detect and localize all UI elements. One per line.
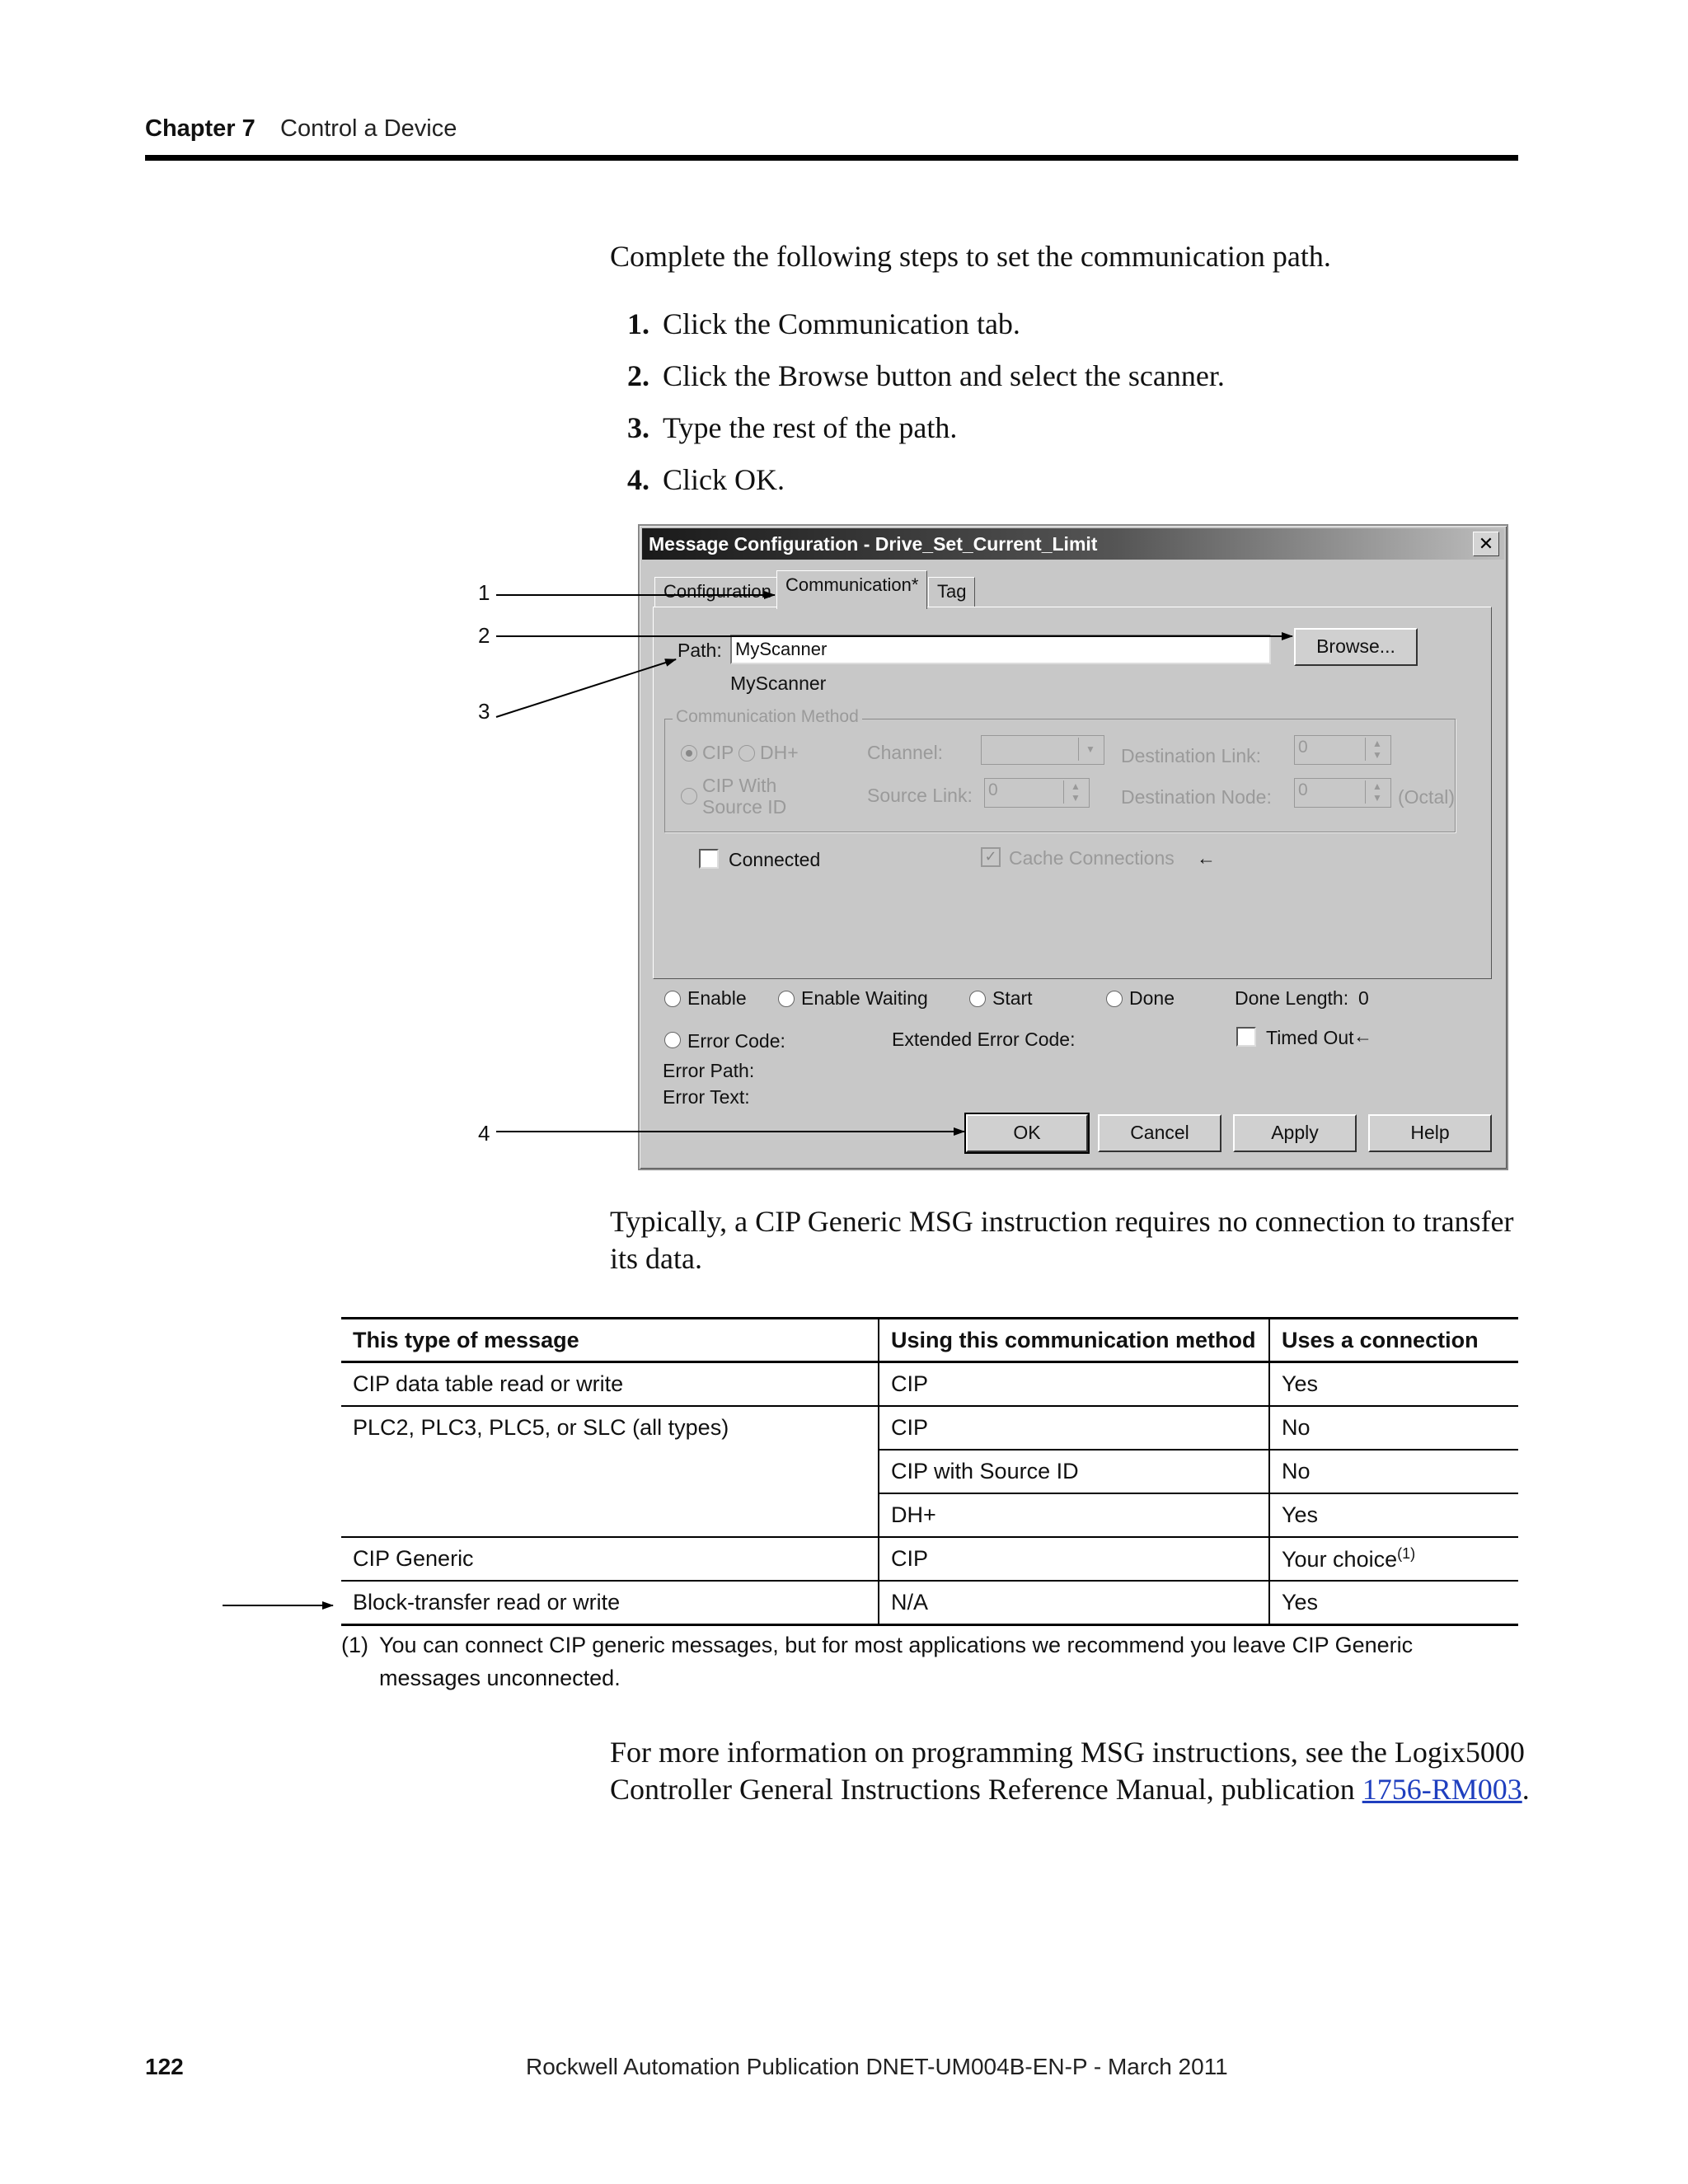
spinner-arrows-icon: ▲ ▼ — [1365, 738, 1389, 761]
table-cell — [1269, 1537, 1518, 1581]
table-cell: DH+ — [879, 1493, 1269, 1537]
step-number: 3. — [627, 411, 649, 444]
path-resolved-text: MyScanner — [730, 673, 827, 694]
destination-node-value: 0 — [1298, 780, 1308, 799]
table-cell: Block-transfer read or write — [341, 1581, 879, 1625]
table-cell: N/A — [879, 1581, 1269, 1625]
dialog-title: Message Configuration - Drive_Set_Current_Limit — [649, 533, 1098, 555]
dhplus-label: DH+ — [760, 742, 799, 763]
table-cell: Yes — [1269, 1493, 1518, 1537]
path-input[interactable]: MyScanner — [730, 635, 1271, 664]
connected-label: Connected — [729, 849, 821, 870]
cip-with-source-label-line2: Source ID — [702, 796, 787, 818]
communication-method-title: Communication Method — [673, 707, 862, 727]
more-info-text: For more information on programming MSG instructions, see the Logix5000 Controller General Instructions Reference Manual, publication — [610, 1736, 1525, 1806]
spinner-arrows-icon: ▲ ▼ — [1365, 780, 1389, 804]
destination-link-value: 0 — [1298, 738, 1308, 757]
footnote-ref: (1) — [1397, 1545, 1416, 1562]
table-cell: No — [1269, 1450, 1518, 1493]
table-cell: CIP Generic — [341, 1537, 879, 1581]
table-row — [341, 1406, 1518, 1450]
table-cell: No — [1269, 1406, 1518, 1450]
table-cell: Yes — [1269, 1581, 1518, 1625]
error-code-label: Error Code: — [687, 1030, 785, 1052]
cache-connections-label: Cache Connections — [1009, 847, 1175, 869]
enable-waiting-label: Enable Waiting — [801, 987, 928, 1009]
table-row — [341, 1362, 1518, 1407]
ok-button[interactable]: OK — [966, 1114, 1088, 1152]
source-link-value: 0 — [988, 780, 998, 799]
publication-link[interactable]: 1756-RM003 — [1362, 1773, 1522, 1806]
callout-number: 3 — [478, 699, 490, 724]
done-label: Done — [1129, 987, 1175, 1009]
callout-arrow-3 — [496, 659, 676, 717]
callout-number: 1 — [478, 580, 490, 605]
browse-button[interactable]: Browse... — [1294, 628, 1418, 666]
extended-error-code-label: Extended Error Code: — [892, 1029, 1076, 1050]
callout-number: 4 — [478, 1121, 490, 1146]
table-row — [341, 1537, 1518, 1581]
table-cell: PLC2, PLC3, PLC5, or SLC (all types) — [341, 1406, 879, 1537]
destination-node-label: Destination Node: — [1121, 786, 1272, 808]
help-button[interactable]: Help — [1368, 1114, 1492, 1152]
cache-connections-checkbox[interactable]: ✓ — [981, 847, 1001, 867]
destination-link-label: Destination Link: — [1121, 745, 1262, 766]
cip-generic-note: Typically, a CIP Generic MSG instruction requires no connection to transfer its data. — [610, 1205, 1514, 1275]
table-footnote — [341, 1629, 1520, 1694]
cip-label: CIP — [702, 742, 734, 763]
footnote-number: (1) — [341, 1633, 368, 1657]
path-label: Path: — [678, 640, 722, 661]
table-row — [341, 1581, 1518, 1625]
table-cell: Yes — [1269, 1362, 1518, 1407]
step-number: 4. — [627, 463, 649, 496]
start-label: Start — [992, 987, 1033, 1009]
done-length-label: Done Length: — [1235, 987, 1349, 1009]
done-length-value: 0 — [1358, 987, 1369, 1009]
table-header-cell: Uses a connection — [1269, 1319, 1518, 1362]
step-text: Click the Browse button and select the scanner. — [663, 359, 1225, 392]
step-text: Click the Communication tab. — [663, 307, 1020, 340]
timed-out-label: Timed Out — [1266, 1027, 1354, 1048]
arrow-left-icon: ← — [1353, 1025, 1372, 1047]
callout-number: 2 — [478, 623, 490, 648]
octal-label: (Octal) — [1398, 786, 1455, 808]
intro-text: Complete the following steps to set the communication path. — [610, 240, 1331, 273]
apply-button[interactable]: Apply — [1233, 1114, 1357, 1152]
table-header-row — [341, 1319, 1518, 1362]
step-number: 1. — [627, 307, 649, 340]
enable-label: Enable — [687, 987, 747, 1009]
more-info-end: . — [1522, 1773, 1530, 1806]
close-icon[interactable]: ✕ — [1473, 532, 1499, 556]
source-link-label: Source Link: — [867, 785, 973, 806]
table-cell-text: Your choice — [1282, 1547, 1398, 1572]
step-text: Type the rest of the path. — [663, 411, 958, 444]
table-cell: CIP — [879, 1362, 1269, 1407]
chevron-down-icon: ▼ — [1078, 738, 1102, 761]
cancel-button[interactable]: Cancel — [1098, 1114, 1221, 1152]
step-number: 2. — [627, 359, 649, 392]
publication-info: Rockwell Automation Publication DNET-UM004B-EN-P - March 2011 — [526, 2054, 1228, 2079]
channel-label: Channel: — [867, 742, 944, 763]
table-header-cell: Using this communication method — [879, 1319, 1269, 1362]
table-cell: CIP with Source ID — [879, 1450, 1269, 1493]
chapter-label: Chapter 7 — [145, 115, 256, 142]
page-number: 122 — [145, 2054, 184, 2079]
chapter-title: Control a Device — [280, 115, 457, 142]
footnote-text: You can connect CIP generic messages, but for most applications we recommend you leave CIP Generic messages unconnected. — [379, 1633, 1414, 1690]
step-text: Click OK. — [663, 463, 785, 496]
table-header-cell: This type of message — [341, 1319, 879, 1362]
message-type-table — [341, 1317, 1518, 1626]
more-info-paragraph — [610, 1734, 1533, 1808]
table-cell: CIP data table read or write — [341, 1362, 879, 1407]
table-cell: CIP — [879, 1537, 1269, 1581]
tab-configuration[interactable]: Configuration — [654, 577, 781, 607]
tab-tag[interactable]: Tag — [928, 577, 975, 607]
table-cell: CIP — [879, 1406, 1269, 1450]
cip-with-source-label-line1: CIP With — [702, 775, 777, 796]
error-text-label: Error Text: — [663, 1086, 750, 1108]
error-path-label: Error Path: — [663, 1060, 755, 1081]
tab-communication[interactable]: Communication* — [776, 570, 927, 609]
arrow-left-icon: ← — [1197, 847, 1216, 869]
spinner-arrows-icon: ▲ ▼ — [1063, 780, 1087, 804]
